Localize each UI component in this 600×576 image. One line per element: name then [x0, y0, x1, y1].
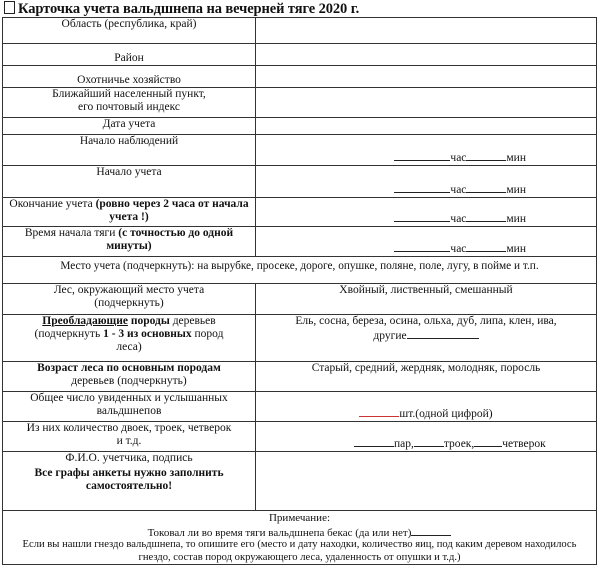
row-district: [3, 44, 597, 66]
date-label: Дата учета: [3, 118, 256, 135]
district-label: Район: [3, 44, 256, 66]
checkbox-square-icon: [4, 1, 15, 14]
obs-start-time[interactable]: час мин: [256, 135, 597, 166]
row-date: [3, 118, 597, 135]
groups-label: Из них количество двоек, троек, четверок и т.д.: [3, 422, 256, 452]
row-count-end: [3, 198, 597, 227]
count-end-time[interactable]: час мин: [256, 198, 597, 227]
row-age: [3, 362, 597, 392]
row-note: [3, 511, 597, 565]
district-input[interactable]: [256, 44, 597, 66]
row-groups: [3, 422, 597, 452]
count-end-label: Окончание учета (ровно через 2 часа от начала учета !): [3, 198, 256, 227]
row-count-start: [3, 166, 597, 198]
record-card-table: [2, 17, 597, 565]
hunting-label: Охотничье хозяйство: [3, 66, 256, 88]
row-hunting: [3, 66, 597, 88]
row-region: [3, 18, 597, 44]
total-input[interactable]: шт.(одной цифрой): [256, 392, 597, 422]
row-species: [3, 315, 597, 362]
row-obs-start: [3, 135, 597, 166]
species-options[interactable]: Ель, сосна, береза, осина, ольха, дуб, липа, клен, ива, другие: [256, 315, 597, 362]
count-start-time[interactable]: час мин: [256, 166, 597, 198]
obs-start-label: Начало наблюдений: [3, 135, 256, 166]
forest-options[interactable]: Хвойный, лиственный, смешанный: [256, 284, 597, 315]
row-signature: [3, 452, 597, 511]
place-options[interactable]: Место учета (подчеркнуть): на вырубке, просеке, дороге, опушке, поляне, поле, лугу, в пойме и т.п.: [3, 257, 597, 284]
region-input[interactable]: [256, 18, 597, 44]
row-flight-start: [3, 227, 597, 257]
row-settlement: [3, 88, 597, 118]
forest-label: Лес, окружающий место учета (подчеркнуть): [3, 284, 256, 315]
settlement-input[interactable]: [256, 88, 597, 118]
species-label: Преобладающие породы деревьев (подчеркнуть 1 - 3 из основных пород леса): [3, 315, 256, 362]
age-options[interactable]: Старый, средний, жердняк, молодняк, поросль: [256, 362, 597, 392]
total-label: Общее число увиденных и услышанных вальдшнепов: [3, 392, 256, 422]
signature-label: Ф.И.О. учетчика, подпись Все графы анкеты нужно заполнить самостоятельно!: [3, 452, 256, 511]
date-input[interactable]: [256, 118, 597, 135]
region-label: Область (республика, край): [3, 18, 256, 44]
form-title: Карточка учета вальдшнепа на вечерней тяге 2020 г.: [4, 1, 359, 18]
flight-start-time[interactable]: час мин: [256, 227, 597, 257]
note-block: Примечание: Токовал ли во время тяги вальдшнепа бекас (да или нет) Если вы нашли гнездо вальдшнепа, то опишите его (место и дату находки, количество яиц, под каким деревом находилось гнездо, состав пород окружающего леса, удаленность от опушки и т.д.): [3, 511, 597, 565]
snipe-answer-input[interactable]: [411, 525, 451, 536]
row-total: [3, 392, 597, 422]
flight-start-label: Время начала тяги (с точностью до одной минуты): [3, 227, 256, 257]
hunting-input[interactable]: [256, 66, 597, 88]
signature-input[interactable]: [256, 452, 597, 511]
count-start-label: Начало учета: [3, 166, 256, 198]
row-forest: [3, 284, 597, 315]
age-label: Возраст леса по основным породам деревьев (подчеркнуть): [3, 362, 256, 392]
groups-input[interactable]: пар, троек, четверок: [256, 422, 597, 452]
settlement-label: Ближайший населенный пункт, его почтовый индекс: [3, 88, 256, 118]
row-place: [3, 257, 597, 284]
